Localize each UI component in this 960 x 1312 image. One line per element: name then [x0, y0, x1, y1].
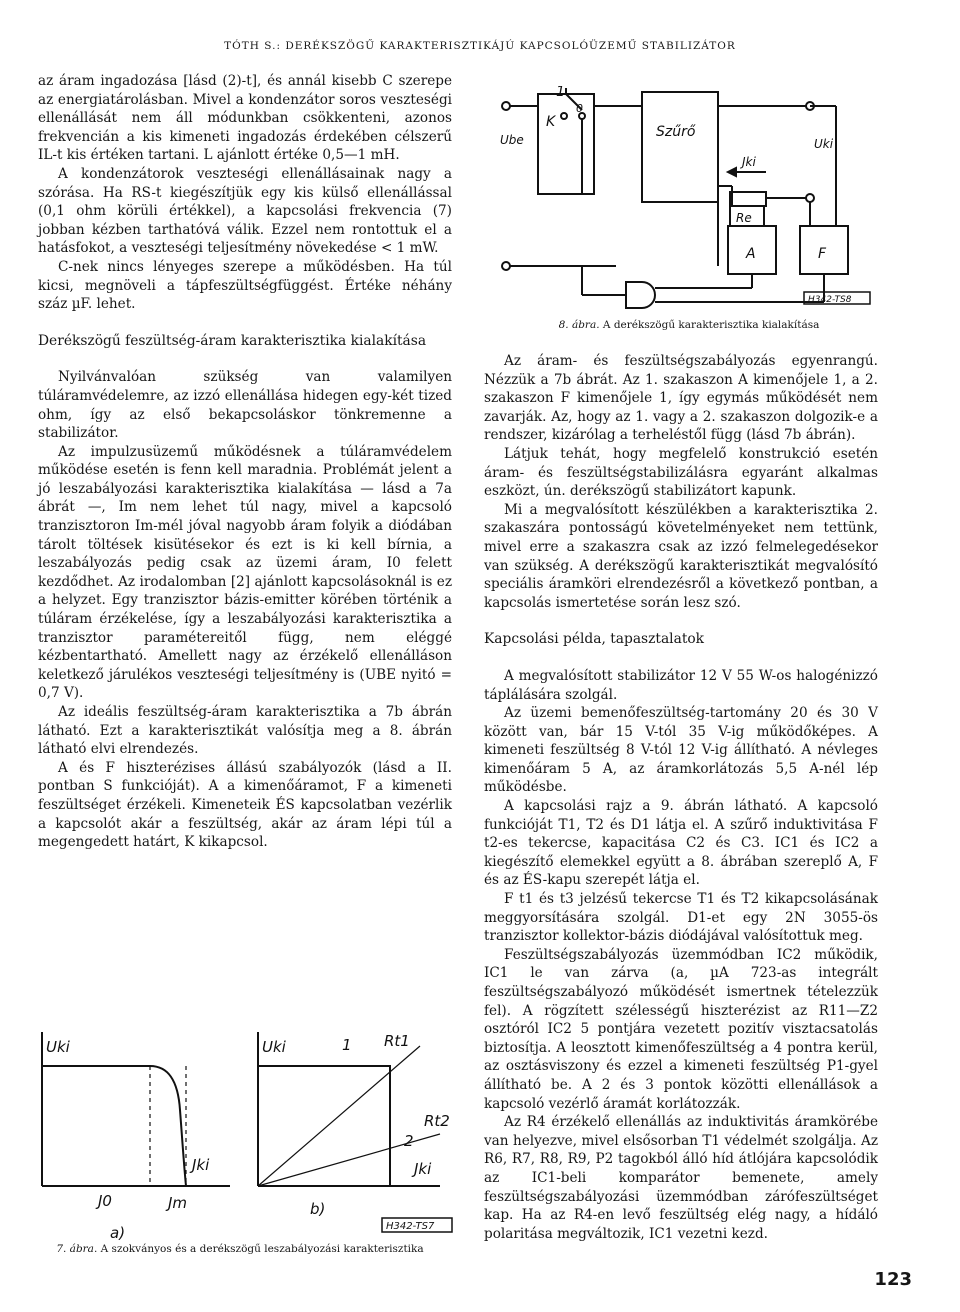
- re-label: Re: [736, 211, 752, 225]
- paragraph: Az üzemi bemenőfeszültség-tartomány 20 és 30 V között van, bár 15 V-tól 35 V-ig működőképes. A kimeneti feszültség 8 V-tól 12 V-ig állítható. A névleges kimenőáram 5 A, az áramkorlátozás 5,5 A-nél lép működésbe.: [484, 705, 878, 796]
- section-2-label: 2: [404, 1132, 414, 1150]
- left-column: [38, 72, 452, 852]
- node-label: 1: [556, 86, 565, 100]
- paragraph: Nyilvánvalóan szükség van valamilyen túláramvédelemre, az izzó ellenállása hidegen egy-két tized ohm, így az első bekapcsoláskor tönkremenne a stabilizátor.: [38, 369, 452, 442]
- graph-b-label: b): [310, 1200, 326, 1218]
- paragraph: Az áram- és feszültségszabályozás egyenrangú. Nézzük a 7b ábrát. Az 1. szakaszon A kimenőjele 1, a 2. szakaszon F kimenőjele 1, így egymás működését nem zavarják. Az, hogy az 1. vagy a 2. szakaszon dolgozik-e a rendszer, kizárólag a terheléstől függ (lásd 7b ábrán).: [484, 353, 878, 444]
- figure-8-diagram: [496, 86, 876, 316]
- o-label: 0: [576, 102, 583, 115]
- ube-label: Ube: [500, 133, 524, 147]
- figure-7-caption: [30, 1242, 450, 1256]
- jki-axis-label: Jki: [414, 1160, 432, 1178]
- uki-label: Uki: [814, 137, 834, 151]
- graph-a-label: a): [110, 1224, 126, 1242]
- paragraph: Mi a megvalósított készülékben a karakterisztika 2. szakaszára pontosságú követelményeket nem tettünk, mivel erre a szakaszra csak az izzó felmelegedésekor van szükség. A derékszögű karakterisztikát megvalósító speciális áramköri elrendezésről a következő pontban, a kapcsolás ismertetése során lesz szó.: [484, 501, 878, 611]
- paragraph: az áram ingadozása [lásd (2)-t], és annál kisebb C szerepe az energiatárolásban. Mivel a kondenzátor soros veszteségi ellenállását nem áll módunkban csökkenteni, azonos frekvencián a kis kimeneti ingadozás érdekében célszerű IL-t kis értéken tartani. L ajánlott értéke 0,5—1 mH.: [38, 73, 452, 164]
- running-header: TÓTH S.: DERÉKSZÖGŰ KARAKTERISZTIKÁJÚ KAPCSOLÓÜZEMŰ STABILIZÁTOR: [224, 40, 736, 52]
- rt2-label: Rt2: [424, 1112, 450, 1130]
- jm-label: Jm: [168, 1194, 188, 1212]
- a-label: A: [746, 246, 756, 262]
- caption-number: 7. ábra.: [56, 1243, 98, 1255]
- figure-8-caption: [508, 318, 870, 332]
- paragraph: Feszültségszabályozás üzemmódban IC2 működik, IC1 le van zárva (a, µA 723-as integrált feszültségszabályozó működését ismertnek tételezzük fel). A rögzített szélességű hiszterézist az R11—Z2 osztóról IC2 5 pontjára vezetett pozitív visztacsatolás biztosítja. A leosztott kimenőfeszültség a 4 pontra kerül, az osztásviszony és ezzel a kimeneti feszültség P1-gyel állítható be. A 2 és 3 pontok közötti ellenállások a kapcsoló vezérlő áramát korlátozzák.: [484, 946, 878, 1112]
- page-number: 123: [874, 1269, 912, 1290]
- caption-text: A derékszögű karakterisztika kialakítása: [602, 319, 820, 331]
- jki-axis-label: Jki: [192, 1156, 210, 1174]
- uki-axis-label: Uki: [46, 1038, 70, 1056]
- filter-label: Szűrő: [656, 124, 696, 140]
- paragraph: F t1 és t3 jelzésű tekercse T1 és T2 kikapcsolásának meggyorsítására szolgál. D1-et egy 2N 3055-ös tranzisztor kollektor-bázis diódájával valósítottuk meg.: [484, 891, 878, 945]
- right-column: [484, 352, 878, 1243]
- f-label: F: [818, 246, 827, 262]
- j0-label: J0: [98, 1192, 112, 1210]
- paragraph: A és F hiszterézises állású szabályozók (lásd a II. pontban S funkcióját). A a kimenőáramot, F a kimeneti feszültséget érzékeli. Kimeneteik ÉS kapcsolatban vezérlik a kapcsolót akár a feszültség, akár az áram lépi túl a megengedett határt, K kikapcsol.: [38, 759, 452, 851]
- paragraph: A megvalósított stabilizátor 12 V 55 W-os halogénizzó táplálására szolgál.: [484, 667, 878, 703]
- section-heading: Derékszögű feszültség-áram karakterisztika kialakítása: [38, 332, 427, 349]
- figure-7-graphs: [30, 1026, 460, 1242]
- uki-axis-label: Uki: [262, 1038, 286, 1056]
- k-label: K: [546, 114, 556, 130]
- paragraph: A kapcsolási rajz a 9. ábrán látható. A kapcsoló funkcióját T1, T2 és D1 látja el. A szűrő induktivitása F t2-es tekercse, kapacitása C2 és C3. IC1 és IC2 a kiegészítő elemekkel együtt a 8. ábrában szereplő A, F és az ÉS-kapu szerepét látja el.: [484, 798, 878, 889]
- caption-number: 8. ábra.: [558, 319, 600, 331]
- figure-tag: H342-TS7: [386, 1221, 435, 1232]
- paragraph: Az ideális feszültség-áram karakterisztika a 7b ábrán látható. Ezt a karakterisztikát valósítja meg a 8. ábrán látható elvi elrendezés.: [38, 704, 452, 758]
- paragraph: C-nek nincs lényeges szerepe a működésben. Ha túl kicsi, megnöveli a tápfeszültségfüggést. Értéke néhány száz µF. lehet.: [38, 258, 452, 313]
- rt1-label: Rt1: [384, 1032, 410, 1050]
- paragraph: Látjuk tehát, hogy megfelelő konstrukció esetén áram- és feszültségstabilizálásra egyaránt alkalmas eszközt, ún. derékszögű stabilizátort kapunk.: [484, 445, 878, 500]
- section-1-label: 1: [342, 1036, 352, 1054]
- paragraph: A kondenzátorok veszteségi ellenállásainak nagy a szórása. Ha RS-t kiegészítjük egy kis külső ellenállással (0,1 ohm körüli értékkel), a kapcsolási frekvencia (7) jobban kézben tarthatóvá válik. Ezzel nem rontottuk el a hatásfokot, a veszteségi teljesítmény növekedése < 1 mW.: [38, 165, 452, 257]
- caption-text: A szokványos és a derékszögű leszabályozási karakterisztika: [100, 1243, 424, 1255]
- paragraph: Az impulzusüzemű működésnek a túláramvédelem működése esetén is fenn kell maradnia. Problémát jelent a jó leszabályozási karakterisztika kialakítása — lásd a 7a ábrát —, Im nem lehet túl nagy, mivel a kapcsoló tranzisztoron Im-mél jóval nagyobb áram folyik a diódában tárolt töltések kisütésekor és ezt is ki kell bírnia, a leszabályozás pedig csak az üzemi áram, I0 felett kezdődhet. Az irodalomban [2] ajánlott kapcsolásoknál is ez a helyzet. Egy tranzisztor bázis-emitter körében történik a túláram érzékelése, így a leszabályozási karakterisztika a tranzisztor paramétereitől függ, nem eléggé kézbentartható. Amellett nagy az érzékelő ellenálláson keletkező járulékos veszteségi teljesítmény is (UBE nyitó = 0,7 V).: [38, 443, 452, 702]
- jki-label: Jki: [742, 155, 756, 169]
- paragraph: Az R4 érzékelő ellenállás az induktivitás áramkörébe van helyezve, mivel elsősorban T1 védelmét szolgálja. Az R6, R7, R8, R9, P2 tagokból álló híd átlójára kapcsolódik az IC1-beli komparátor bemenete, amely feszültségszabályozási üzemmódban zárófeszültséget kap. Ha az R4-en levő feszültség elég nagy, a hídáló polaritása megváltozik, IC1 vezetni kezd.: [484, 1114, 878, 1242]
- figure-tag: H342-TS8: [808, 295, 852, 305]
- section-heading: Kapcsolási példa, tapasztalatok: [484, 631, 705, 648]
